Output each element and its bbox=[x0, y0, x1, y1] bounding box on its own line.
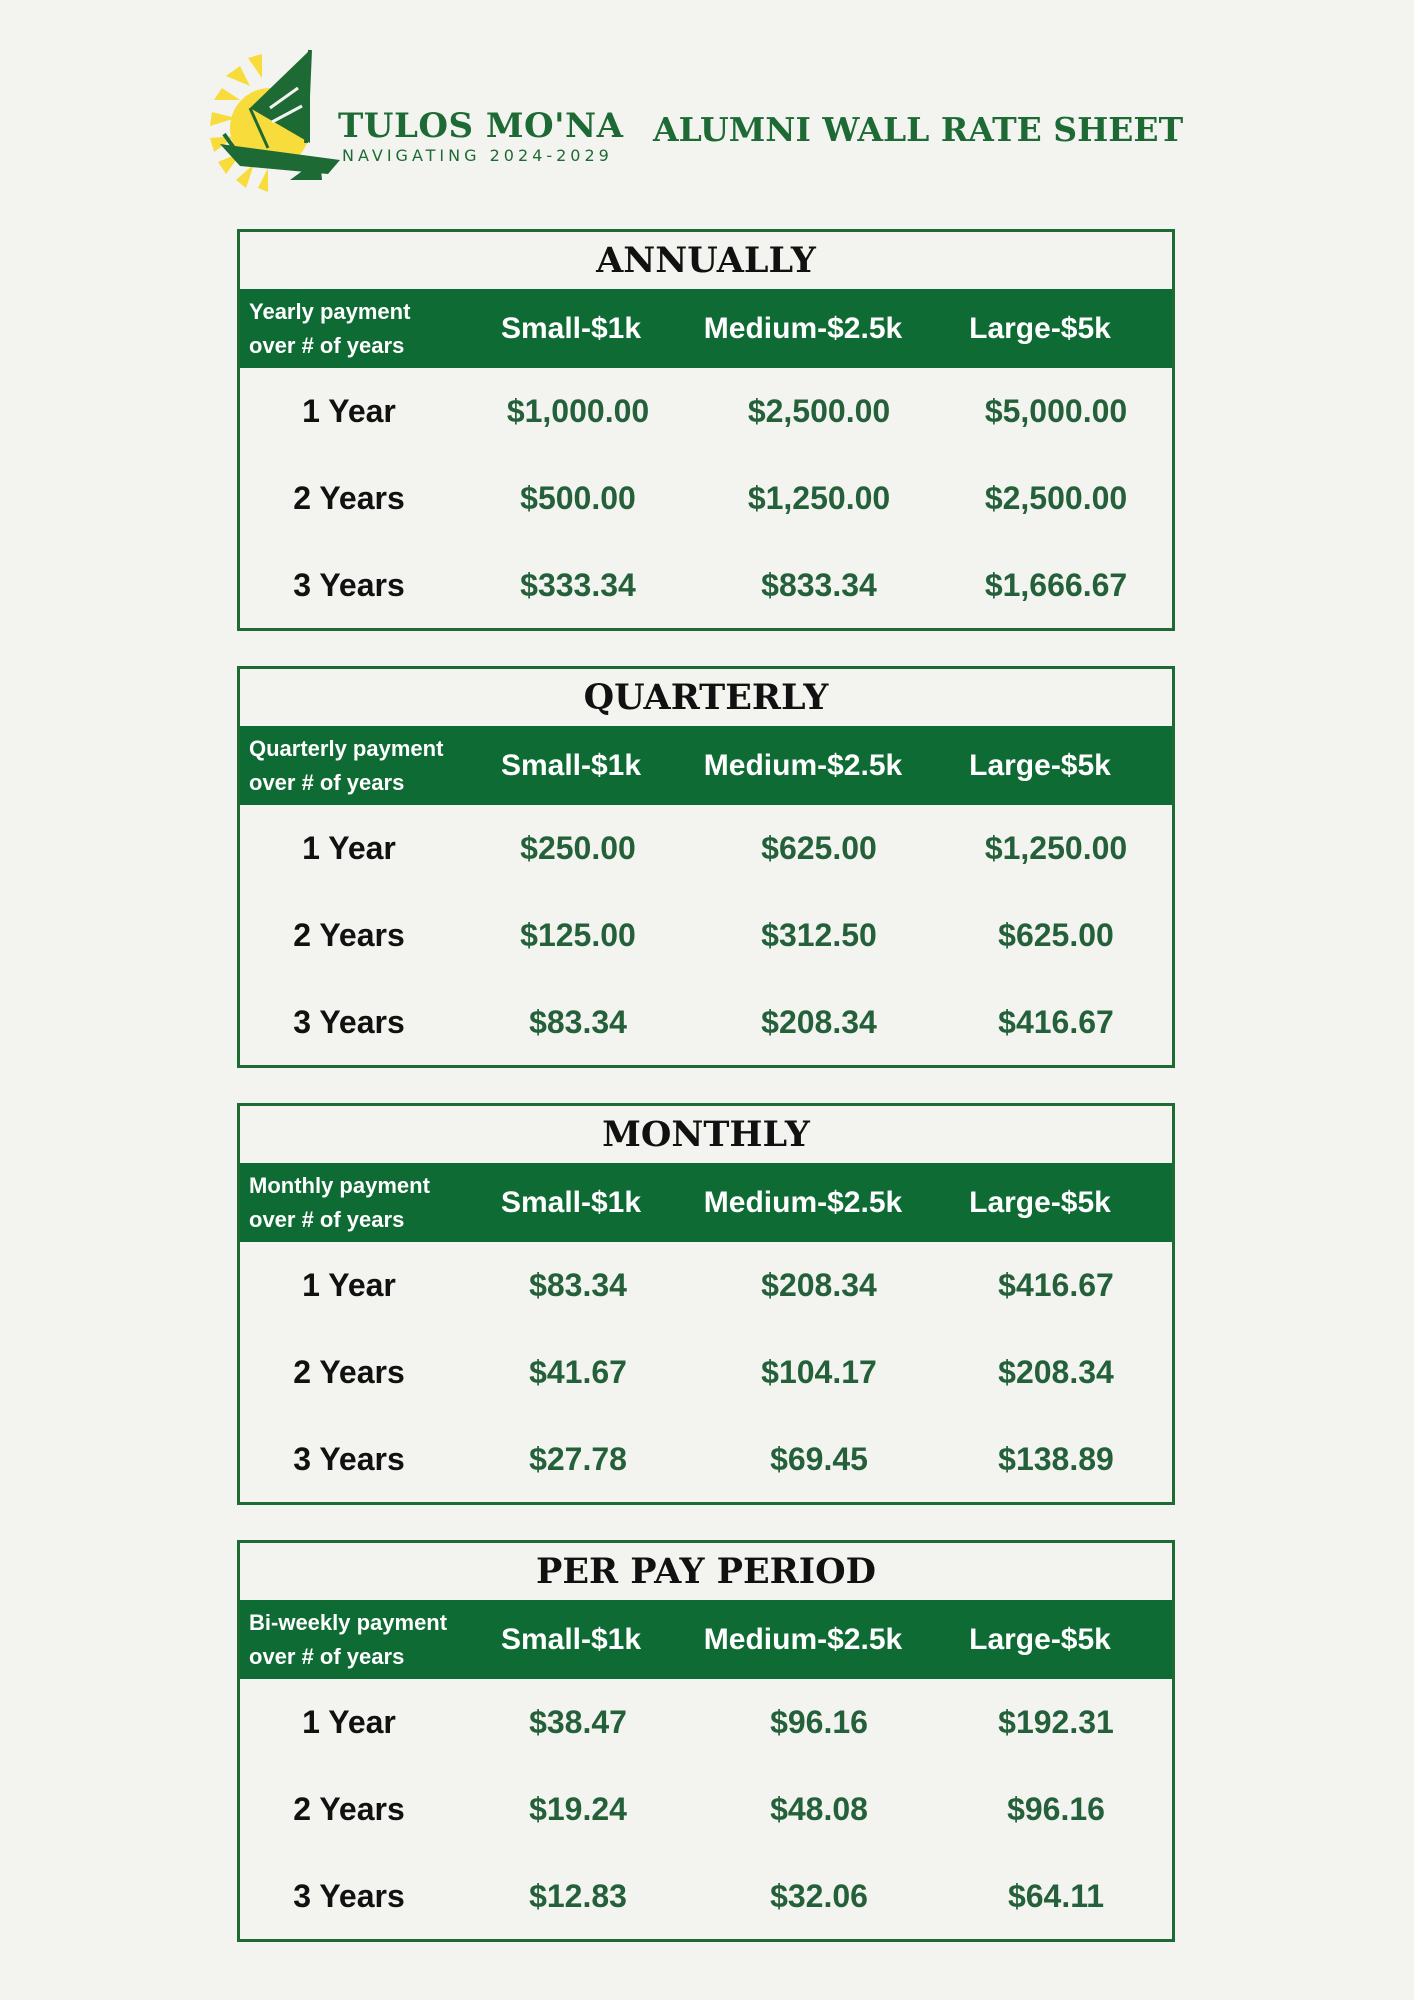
rate-value: $83.34 bbox=[529, 1267, 627, 1303]
page-title: ALUMNI WALL RATE SHEET bbox=[653, 110, 1184, 149]
table-row bbox=[240, 1766, 1172, 1853]
rate-value: $208.34 bbox=[998, 1354, 1114, 1390]
column-header-small: Small-$1k bbox=[500, 748, 642, 782]
column-header-small: Small-$1k bbox=[500, 311, 642, 345]
column-header-medium: Medium-$2.5k bbox=[703, 748, 903, 782]
table-title: MONTHLY bbox=[602, 1114, 810, 1155]
rate-value: $138.89 bbox=[998, 1441, 1114, 1477]
table-title: QUARTERLY bbox=[583, 677, 829, 718]
table-header-row bbox=[240, 726, 1172, 805]
rate-value: $19.24 bbox=[529, 1791, 627, 1827]
rate-value: $5,000.00 bbox=[984, 393, 1128, 429]
table-row bbox=[240, 542, 1172, 629]
row-label: 1 Year bbox=[302, 1704, 396, 1740]
column-header-small: Small-$1k bbox=[500, 1185, 642, 1219]
row-label: 1 Year bbox=[302, 1267, 396, 1303]
table-row bbox=[240, 805, 1172, 892]
rate-value: $833.34 bbox=[761, 567, 877, 603]
rate-value: $208.34 bbox=[761, 1004, 877, 1040]
table-row bbox=[240, 368, 1172, 455]
rate-value: $96.16 bbox=[770, 1704, 868, 1740]
row-label: 2 Years bbox=[293, 1354, 405, 1390]
table-row bbox=[240, 1329, 1172, 1416]
table-header-row bbox=[240, 289, 1172, 368]
row-label: 3 Years bbox=[293, 1441, 405, 1477]
rate-value: $2,500.00 bbox=[984, 480, 1128, 516]
rate-table-annually bbox=[237, 229, 1175, 631]
column-header-large: Large-$5k bbox=[969, 1185, 1111, 1219]
rate-value: $208.34 bbox=[761, 1267, 877, 1303]
logo-title: TULOS MO'NA bbox=[338, 106, 624, 146]
column-header-medium: Medium-$2.5k bbox=[703, 311, 903, 345]
rate-value: $250.00 bbox=[520, 830, 636, 866]
rate-value: $96.16 bbox=[1007, 1791, 1105, 1827]
rate-value: $333.34 bbox=[520, 567, 636, 603]
column-header-small: Small-$1k bbox=[500, 1622, 642, 1656]
row-label: 2 Years bbox=[293, 480, 405, 516]
column-header-medium: Medium-$2.5k bbox=[703, 1622, 903, 1656]
row-label: 3 Years bbox=[293, 1004, 405, 1040]
column-header-large: Large-$5k bbox=[969, 311, 1111, 345]
row-label: 1 Year bbox=[302, 830, 396, 866]
rate-value: $32.06 bbox=[770, 1878, 868, 1914]
payment-description: Monthly payment over # of years bbox=[249, 1172, 430, 1232]
table-title: ANNUALLY bbox=[596, 240, 816, 281]
rate-value: $41.67 bbox=[529, 1354, 627, 1390]
table-row bbox=[240, 1679, 1172, 1766]
rate-value: $312.50 bbox=[761, 917, 877, 953]
row-label: 2 Years bbox=[293, 1791, 405, 1827]
rate-value: $64.11 bbox=[1007, 1878, 1105, 1914]
table-row bbox=[240, 979, 1172, 1066]
rate-value: $69.45 bbox=[770, 1441, 868, 1477]
rate-value: $27.78 bbox=[529, 1441, 627, 1477]
column-header-large: Large-$5k bbox=[969, 748, 1111, 782]
rate-value: $416.67 bbox=[998, 1267, 1114, 1303]
logo-subtitle: NAVIGATING 2024-2029 bbox=[342, 146, 613, 165]
table-header-row bbox=[240, 1600, 1172, 1679]
rate-value: $83.34 bbox=[529, 1004, 627, 1040]
table-title: PER PAY PERIOD bbox=[536, 1551, 876, 1592]
table-header-row bbox=[240, 1163, 1172, 1242]
row-label: 3 Years bbox=[293, 567, 405, 603]
rate-value: $625.00 bbox=[761, 830, 877, 866]
table-row bbox=[240, 1416, 1172, 1503]
rate-value: $416.67 bbox=[998, 1004, 1114, 1040]
row-label: 1 Year bbox=[302, 393, 396, 429]
table-row bbox=[240, 1242, 1172, 1329]
payment-description: Yearly payment over # of years bbox=[249, 298, 411, 358]
table-row bbox=[240, 892, 1172, 979]
rate-value: $192.31 bbox=[998, 1704, 1114, 1740]
column-header-medium: Medium-$2.5k bbox=[703, 1185, 903, 1219]
rate-value: $12.83 bbox=[529, 1878, 627, 1914]
rate-value: $125.00 bbox=[520, 917, 636, 953]
rate-value: $1,000.00 bbox=[506, 393, 650, 429]
table-row bbox=[240, 455, 1172, 542]
rate-value: $48.08 bbox=[770, 1791, 868, 1827]
rate-value: $1,250.00 bbox=[747, 480, 891, 516]
page-header bbox=[210, 48, 1184, 193]
rate-value: $2,500.00 bbox=[747, 393, 891, 429]
rate-value: $38.47 bbox=[529, 1704, 627, 1740]
payment-description: Bi-weekly payment over # of years bbox=[249, 1609, 448, 1669]
sailing-canoe-logo-icon bbox=[210, 48, 350, 193]
table-row bbox=[240, 1853, 1172, 1940]
rate-table-per-pay-period bbox=[237, 1540, 1175, 1942]
rate-value: $1,250.00 bbox=[984, 830, 1128, 866]
rate-value: $625.00 bbox=[998, 917, 1114, 953]
rate-table-quarterly bbox=[237, 666, 1175, 1068]
row-label: 3 Years bbox=[293, 1878, 405, 1914]
rate-table-monthly bbox=[237, 1103, 1175, 1505]
rate-value: $500.00 bbox=[520, 480, 636, 516]
payment-description: Quarterly payment over # of years bbox=[249, 735, 444, 795]
rate-value: $1,666.67 bbox=[984, 567, 1128, 603]
column-header-large: Large-$5k bbox=[969, 1622, 1111, 1656]
rate-value: $104.17 bbox=[761, 1354, 877, 1390]
row-label: 2 Years bbox=[293, 917, 405, 953]
